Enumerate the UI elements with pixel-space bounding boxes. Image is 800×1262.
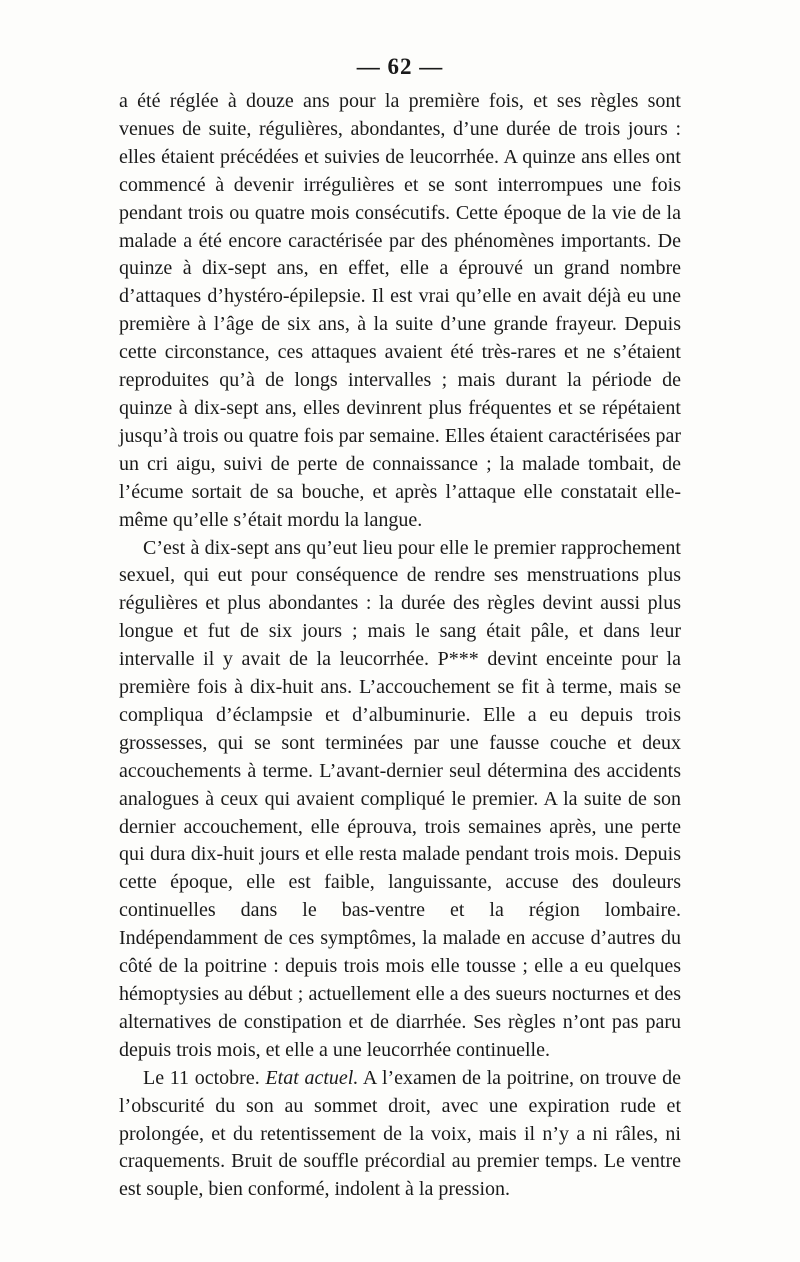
paragraph-3-lead: Le 11 octobre. bbox=[143, 1066, 260, 1089]
body-text bbox=[119, 88, 681, 1204]
paragraph-3-heading: Etat actuel. bbox=[265, 1066, 359, 1089]
page-number: — 62 — bbox=[356, 54, 444, 79]
paragraph-2: C’est à dix-sept ans qu’eut lieu pour elle le premier rapprochement sexuel, qui eut pour conséquence de rendre ses menstruations plus régulières et plus abondantes : la durée des règles devint aussi plus longue et fut de six jours ; mais le sang était pâle, et dans leur intervalle il y avait de la leucorrhée. P*** devint enceinte pour la première fois à dix-huit ans. L’accouchement se fit à terme, mais se compliqua d’éclampsie et d’albuminurie. Elle a eu depuis trois grossesses, qui se sont terminées par une fausse couche et deux accouchements à terme. L’avant-dernier seul détermina des accidents analogues à ceux qui avaient compliqué le premier. A la suite de son dernier accouchement, elle éprouva, trois semaines après, une perte qui dura dix-huit jours et elle resta malade pendant trois mois. Depuis cette époque, elle est faible, languissante, accuse des douleurs continuelles dans le bas-ventre et la région lombaire. Indépendamment de ces symptômes, la malade en accuse d’autres du côté de la poitrine : depuis trois mois elle tousse ; elle a eu quelques hémoptysies au début ; actuellement elle a des sueurs nocturnes et des alternatives de constipation et de diarrhée. Ses règles n’ont pas paru depuis trois mois, et elle a une leucorrhée continuelle. bbox=[119, 536, 681, 1061]
paragraph-3 bbox=[119, 1065, 681, 1205]
paragraph-1: a été réglée à douze ans pour la première fois, et ses règles sont venues de suite, régulières, abondantes, d’une durée de trois jours : elles étaient précédées et suivies de leucorrhée. A quinze ans elles ont commencé à devenir irrégulières et se sont interrompues une fois pendant trois ou quatre mois consécutifs. Cette époque de la vie de la malade a été encore caractérisée par des phénomènes importants. De quinze à dix-sept ans, en effet, elle a éprouvé un grand nombre d’attaques d’hystéro-épilepsie. Il est vrai qu’elle en avait déjà eu une première à l’âge de six ans, à la suite d’une grande frayeur. Depuis cette circonstance, ces attaques avaient été très-rares et ne s’étaient reproduites qu’à de longs intervalles ; mais durant la période de quinze à dix-sept ans, elles devinrent plus fréquentes et se répétaient jusqu’à trois ou quatre fois par semaine. Elles étaient caractérisées par un cri aigu, suivi de perte de connaissance ; la malade tombait, de l’écume sortait de sa bouche, et après l’attaque elle constatait elle-même qu’elle s’était mordu la langue. bbox=[119, 90, 681, 531]
paragraph-3-text: A l’examen de la poitrine, on trouve de l’obscurité du son au sommet droit, avec une expiration rude et prolongée, et du retentissement de la voix, mais il n’y a ni râles, ni craquements. Bruit de souffle précordial au premier temps. Le ventre est souple, bien conformé, indolent à la pression. bbox=[119, 1066, 682, 1201]
